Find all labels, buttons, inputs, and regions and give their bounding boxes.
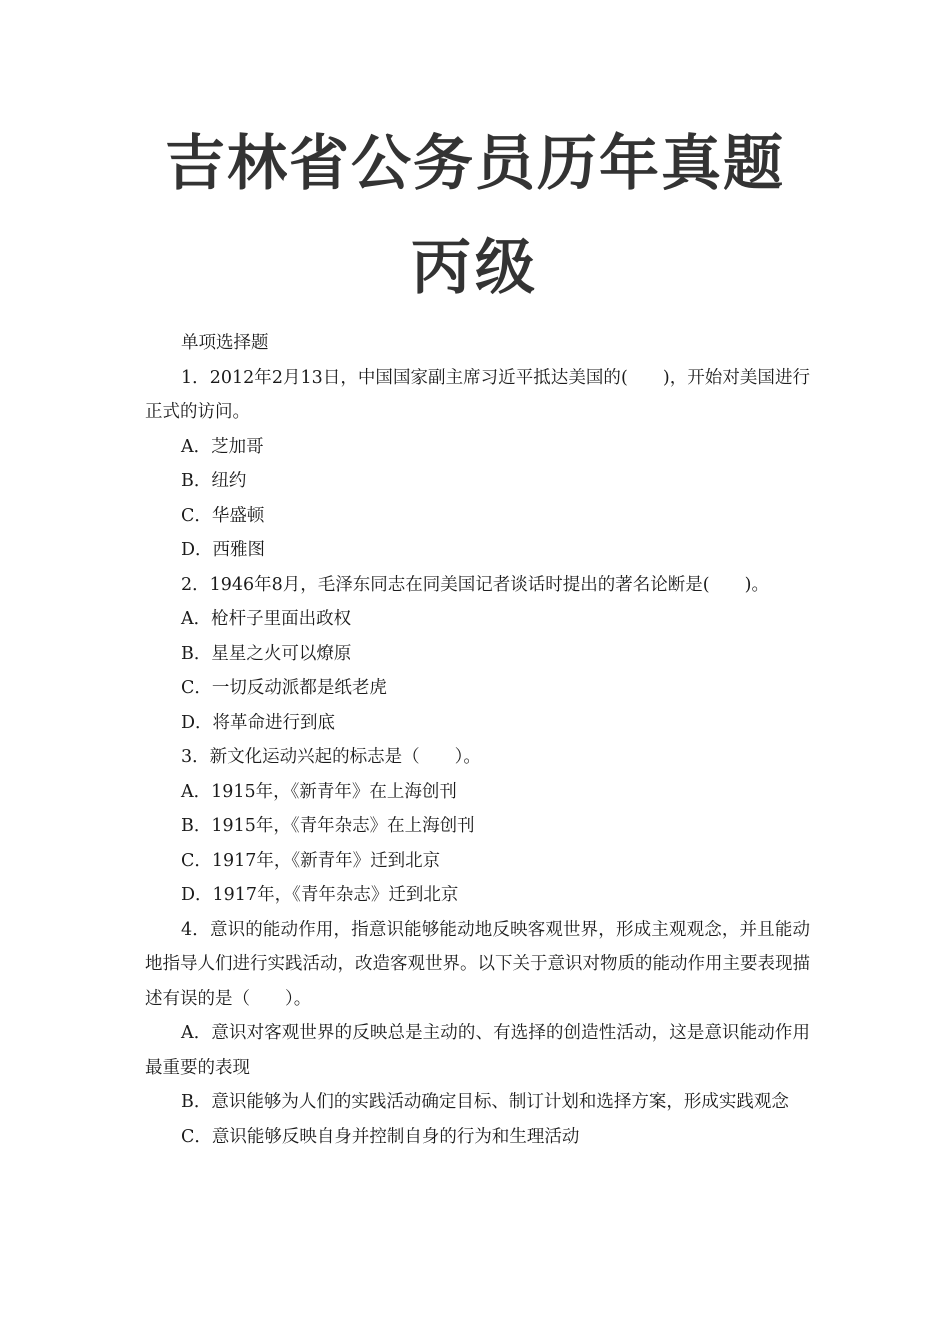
option-c: C．意识能够反映自身并控制自身的行为和生理活动 [181,1126,580,1147]
option-b: B．意识能够为人们的实践活动确定目标、制订计划和选择方案，形成实践观念 [181,1092,789,1112]
option-b: B．星星之火可以燎原 [181,643,352,664]
option-c: C．一切反动派都是纸老虎 [181,678,387,698]
document-title: 吉林省公务员历年真题 [165,129,785,199]
option-c: C．华盛顿 [181,505,265,526]
option-a: A．芝加哥 [181,436,264,457]
question-3 [145,740,810,913]
question-stem: 2．1946年8月，毛泽东同志在同美国记者谈话时提出的著名论断是( )。 [181,574,769,595]
option-b: B．纽约 [181,471,247,491]
option-d: D．1917年，《青年杂志》迁到北京 [181,885,459,905]
question-stem: 1．2012年2月13日，中国国家副主席习近平抵达美国的( )，开始对美国进行正式的访问。 [145,367,810,422]
document-subtitle: 丙级 [411,233,539,303]
document-body [145,326,810,1154]
question-2 [145,568,810,741]
option-d: D．西雅图 [181,540,266,560]
section-heading: 单项选择题 [181,333,269,353]
option-a: A．枪杆子里面出政权 [181,609,352,629]
option-b: B．1915年，《青年杂志》在上海创刊 [181,816,475,836]
option-a: A．意识对客观世界的反映总是主动的、有选择的创造性活动，这是意识能动作用最重要的表现 [145,1023,810,1078]
option-d: D．将革命进行到底 [181,712,336,733]
question-stem: 3．新文化运动兴起的标志是（ ）。 [181,747,481,767]
option-c: C．1917年，《新青年》迁到北京 [181,850,441,871]
question-4 [145,913,810,1155]
question-1 [145,361,810,568]
question-stem: 4．意识的能动作用，指意识能够能动地反映客观世界，形成主观观念，并且能动地指导人们进行实践活动，改造客观世界。以下关于意识对物质的能动作用主要表现描述有误的是（ ）。 [145,919,810,1009]
option-a: A．1915年，《新青年》在上海创刊 [181,781,457,802]
